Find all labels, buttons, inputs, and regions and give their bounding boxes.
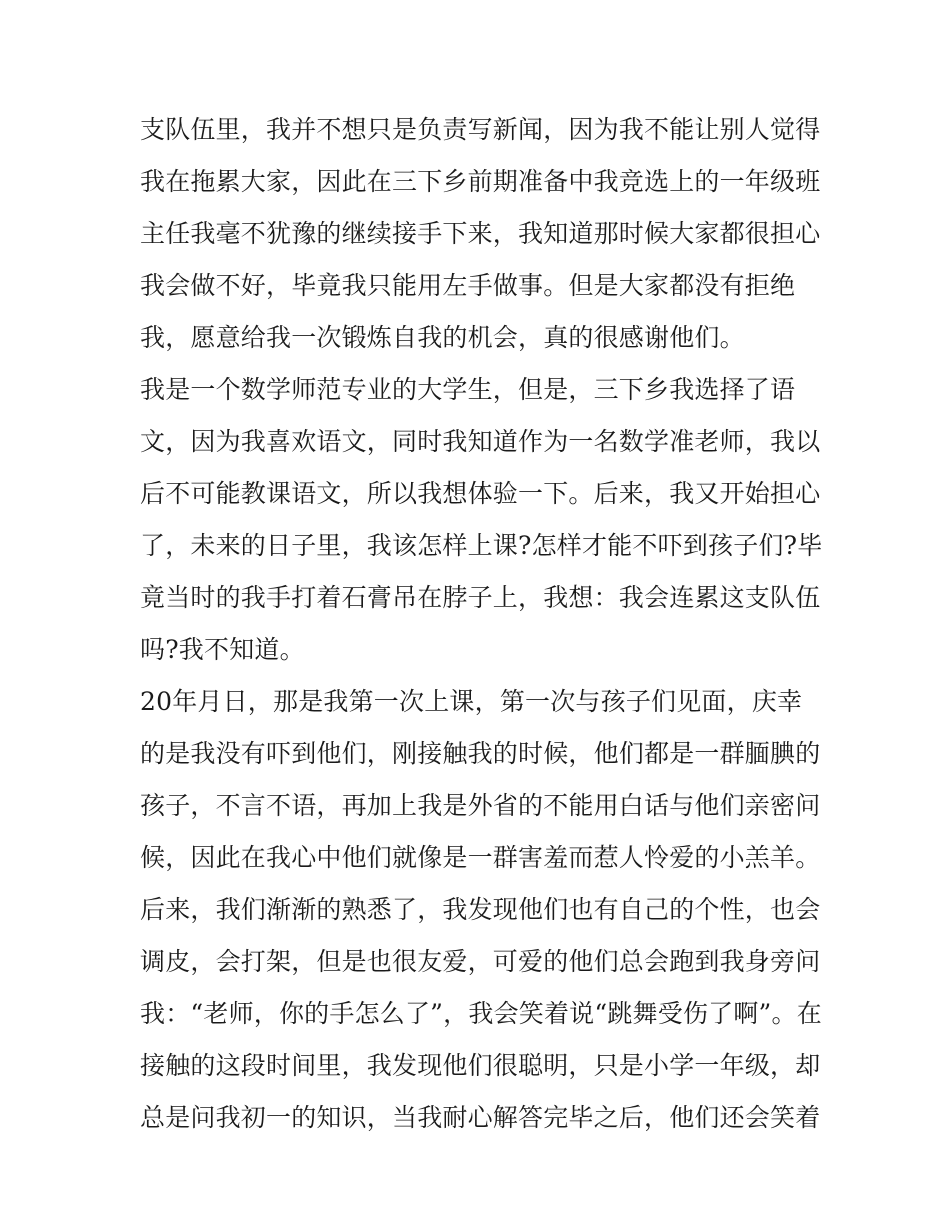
text-line: 候，因此在我心中他们就像是一群害羞而惹人怜爱的小羔羊。 (140, 843, 821, 872)
text-line: 文，因为我喜欢语文，同时我知道作为一名数学准老师，我以 (140, 427, 821, 456)
text-line: 了，未来的日子里，我该怎样上课?怎样才能不吓到孩子们?毕 (140, 531, 823, 560)
text-line: 我在拖累大家，因此在三下乡前期准备中我竞选上的一年级班 (140, 167, 821, 196)
text-line: 我：“老师，你的手怎么了”，我会笑着说“跳舞受伤了啊”。在 (140, 999, 822, 1028)
text-line: 后来，我们渐渐的熟悉了，我发现他们也有自己的个性，也会 (140, 895, 821, 924)
text-line: 我是一个数学师范专业的大学生，但是，三下乡我选择了语 (140, 375, 796, 404)
text-line: 调皮，会打架，但是也很友爱，可爱的他们总会跑到我身旁问 (140, 947, 821, 976)
text-line: 的是我没有吓到他们，刚接触我的时候，他们都是一群腼腆的 (140, 739, 821, 768)
text-line: 我，愿意给我一次锻炼自我的机会，真的很感谢他们。 (140, 323, 745, 352)
text-line: 主任我毫不犹豫的继续接手下来，我知道那时候大家都很担心 (140, 219, 821, 248)
text-line: 孩子，不言不语，再加上我是外省的不能用白话与他们亲密问 (140, 791, 821, 820)
text-line: 吗?我不知道。 (140, 635, 305, 664)
text-line: 总是问我初一的知识，当我耐心解答完毕之后，他们还会笑着 (140, 1103, 821, 1132)
text-line: 竟当时的我手打着石膏吊在脖子上，我想：我会连累这支队伍 (140, 583, 821, 612)
text-line: 我会做不好，毕竟我只能用左手做事。但是大家都没有拒绝 (140, 271, 796, 300)
text-line: 20年月日，那是我第一次上课，第一次与孩子们见面，庆幸 (140, 687, 803, 716)
text-line: 支队伍里，我并不想只是负责写新闻，因为我不能让别人觉得 (140, 115, 821, 144)
text-line: 后不可能教课语文，所以我想体验一下。后来，我又开始担心 (140, 479, 821, 508)
text-line: 接触的这段时间里，我发现他们很聪明，只是小学一年级，却 (140, 1051, 821, 1080)
